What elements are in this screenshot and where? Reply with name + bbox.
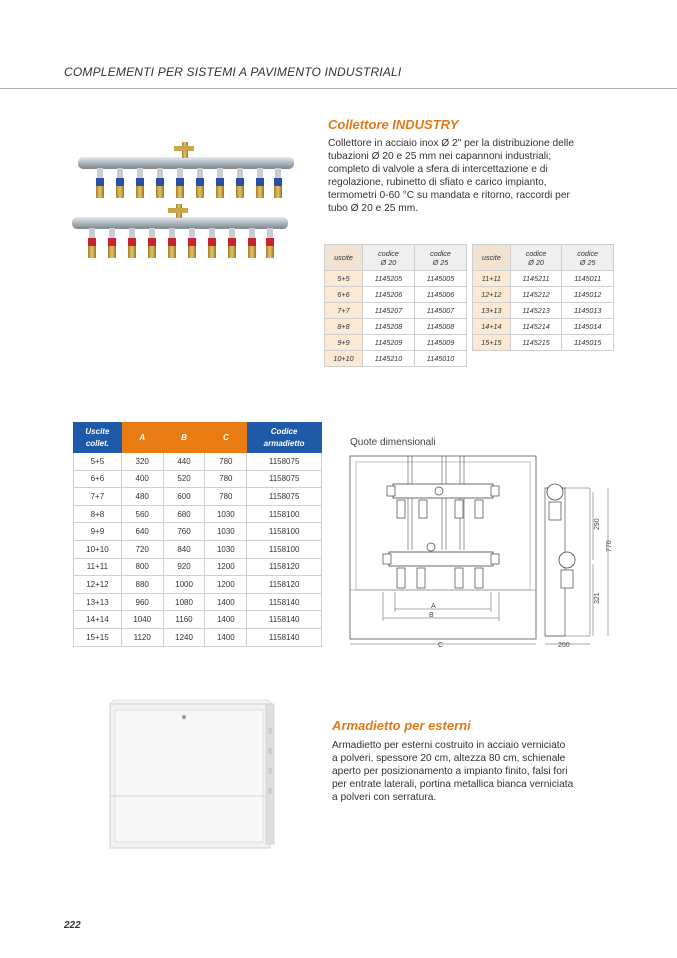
table-row: 9+9 1145209 1145009: [325, 335, 467, 351]
col-header-d25: codice Ø 25: [562, 245, 614, 271]
cabinet-desc-line: Armadietto per esterni costruito in acciaio verniciato: [332, 740, 566, 751]
col-header-d25: codice Ø 25: [415, 245, 467, 271]
header-divider: [0, 88, 677, 89]
col-header-d20: codice Ø 20: [510, 245, 562, 271]
collector-desc-line: tubazioni Ø 20 e 25 mm nei capannoni industriali;: [328, 151, 552, 162]
table-row: 5+5 320 440 780 1158075: [74, 453, 322, 471]
dim-290-label: 290: [594, 518, 601, 530]
dim-321-label: 321: [594, 592, 601, 604]
table-row: 7+7 480 600 780 1158075: [74, 488, 322, 506]
col-header-uscite: uscite: [325, 245, 363, 271]
dim-200-label: 200: [558, 642, 570, 649]
dimensions-table: [73, 422, 322, 647]
table-row: 5+5 1145205 1145005: [325, 271, 467, 287]
table-row: 12+12 1145212 1145012: [473, 287, 614, 303]
cabinet-desc-line: per entrate laterali, portina metallica bianca verniciata: [332, 779, 574, 790]
table-row: 13+13 960 1080 1400 1158140: [74, 593, 322, 611]
table-row: 11+11 1145211 1145011: [473, 271, 614, 287]
collector-desc-line: termometri 0-60 °C su mandata e ritorno, raccordi per: [328, 190, 570, 201]
dim-b-label: B: [429, 612, 434, 619]
collector-product-image: [70, 140, 302, 275]
collector-description: [328, 137, 574, 215]
table-row: 10+10 1145210 1145010: [325, 351, 467, 367]
table-row: 12+12 880 1000 1200 1158120: [74, 576, 322, 594]
cabinet-title: Armadietto per esterni: [332, 718, 471, 733]
dim-c-label: C: [438, 642, 444, 649]
table-row: 15+15 1120 1240 1400 1158140: [74, 628, 322, 646]
table-row: 15+15 1145215 1145015: [473, 335, 614, 351]
page-number: 222: [64, 920, 81, 931]
dimensional-drawing: [345, 452, 617, 652]
collector-desc-line: Collettore in acciaio inox Ø 2" per la distribuzione delle: [328, 138, 574, 149]
table-row: 10+10 720 840 1030 1158100: [74, 540, 322, 558]
collector-desc-line: completo di valvole a sfera di intercettazione e di: [328, 164, 548, 175]
table-row: 14+14 1040 1160 1400 1158140: [74, 611, 322, 629]
cabinet-product-image: [106, 698, 276, 850]
collector-codes-table-right: [472, 244, 614, 351]
table-row: 6+6 1145206 1145006: [325, 287, 467, 303]
collector-desc-line: tubo Ø 20 e 25 mm.: [328, 203, 419, 214]
col-header-codice-armadietto: Codice armadietto: [247, 423, 322, 453]
table-row: 7+7 1145207 1145007: [325, 303, 467, 319]
page-section-title: COMPLEMENTI PER SISTEMI A PAVIMENTO INDUSTRIALI: [64, 65, 402, 79]
col-header-uscite-collet: Uscite collet.: [74, 423, 122, 453]
cabinet-description: [332, 739, 573, 804]
table-row: 6+6 400 520 780 1158075: [74, 470, 322, 488]
table-row: 8+8 560 680 1030 1158100: [74, 505, 322, 523]
table-row: 9+9 640 760 1030 1158100: [74, 523, 322, 541]
table-row: 8+8 1145208 1145008: [325, 319, 467, 335]
col-header-uscite: uscite: [473, 245, 511, 271]
diagram-label: Quote dimensionali: [350, 437, 436, 448]
table-row: 14+14 1145214 1145014: [473, 319, 614, 335]
cabinet-desc-line: a polveri con serratura.: [332, 792, 437, 803]
table-row: 13+13 1145213 1145013: [473, 303, 614, 319]
dim-770-label: 770: [606, 540, 613, 552]
collector-desc-line: regolazione, rubinetto di sfiato e carico impianto,: [328, 177, 547, 188]
collector-title: Collettore INDUSTRY: [328, 117, 459, 132]
cabinet-desc-line: a polveri, spessore 20 cm, altezza 80 cm, schienale: [332, 753, 566, 764]
cabinet-desc-line: aperto per posizionamento a impianto finito, falsi fori: [332, 766, 568, 777]
collector-codes-table-left: [324, 244, 467, 367]
col-header-c: C: [205, 423, 247, 453]
col-header-b: B: [163, 423, 205, 453]
dim-a-label: A: [431, 603, 436, 610]
col-header-a: A: [121, 423, 163, 453]
table-row: 11+11 800 920 1200 1158120: [74, 558, 322, 576]
col-header-d20: codice Ø 20: [363, 245, 415, 271]
